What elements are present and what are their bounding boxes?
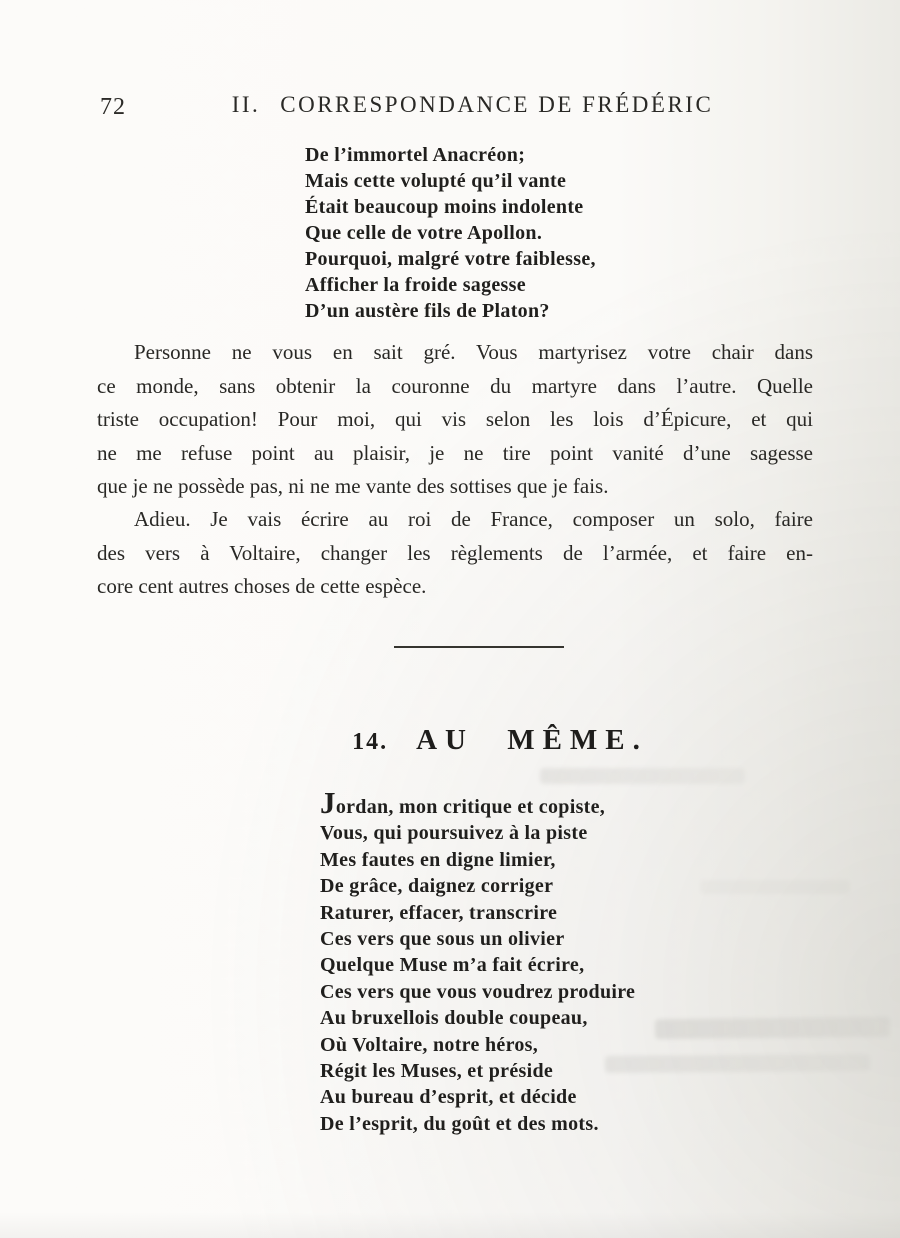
poem-line: Mais cette volupté qu’il vante bbox=[305, 170, 567, 192]
poem-line: Était beaucoup moins indolente bbox=[305, 196, 584, 218]
poem-line: D’un austère fils de Platon? bbox=[305, 300, 550, 322]
prose-line: triste occupation! Pour moi, qui vis selon les lois d’Épicure, et qui bbox=[97, 407, 813, 432]
poem-line: Quelque Muse m’a fait écrire, bbox=[320, 954, 585, 977]
showthrough-smudge bbox=[700, 880, 850, 894]
poem-anacreon-stanza bbox=[305, 142, 596, 324]
page-bottom-shade bbox=[0, 1212, 900, 1238]
poem-line: Raturer, effacer, transcrire bbox=[320, 901, 558, 924]
poem-line: De grâce, daignez corriger bbox=[320, 875, 554, 898]
running-header bbox=[45, 92, 900, 118]
poem-line: De l’esprit, du goût et des mots. bbox=[320, 1112, 599, 1135]
showthrough-smudge bbox=[605, 1054, 870, 1073]
letter-title: AU MÊME. bbox=[416, 724, 648, 756]
poem-line: De l’immortel Anacréon; bbox=[305, 144, 526, 166]
poem-line: Afficher la froide sagesse bbox=[305, 274, 526, 296]
section-heading bbox=[60, 724, 900, 757]
poem-line: Jordan, mon critique et copiste, bbox=[320, 785, 606, 820]
prose-line: ce monde, sans obtenir la couronne du martyre dans l’autre. Quelle bbox=[97, 373, 813, 398]
poem-line: Mes fautes en digne limier, bbox=[320, 848, 556, 871]
prose-line: des vers à Voltaire, changer les règlements de l’armée, et faire en- bbox=[97, 540, 813, 565]
poem-line: Vous, qui poursuivez à la piste bbox=[320, 822, 588, 845]
paragraph bbox=[97, 503, 813, 604]
prose-line: Adieu. Je vais écrire au roi de France, composer un solo, faire bbox=[134, 507, 813, 531]
poem-line: Au bureau d’esprit, et décide bbox=[320, 1086, 577, 1109]
chapter-numeral: II. bbox=[231, 92, 261, 117]
prose-line: ne me refuse point au plaisir, je ne tire point vanité d’une sagesse bbox=[97, 440, 813, 465]
showthrough-smudge bbox=[655, 1017, 890, 1039]
poem-jordan-stanza bbox=[320, 785, 636, 1137]
poem-line: Au bruxellois double coupeau, bbox=[320, 1007, 588, 1030]
section-divider-rule bbox=[394, 646, 564, 648]
poem-line: Ces vers que vous voudrez produire bbox=[320, 980, 636, 1003]
letter-number: 14. bbox=[352, 729, 389, 755]
page-number: 72 bbox=[100, 94, 126, 120]
prose-line: core cent autres choses de cette espèce. bbox=[97, 574, 427, 599]
poem-line: Ces vers que sous un olivier bbox=[320, 928, 565, 951]
poem-line: Que celle de votre Apollon. bbox=[305, 222, 543, 244]
poem-line: Pourquoi, malgré votre faiblesse, bbox=[305, 248, 596, 270]
poem-line: Où Voltaire, notre héros, bbox=[320, 1033, 539, 1056]
prose-line: Personne ne vous en sait gré. Vous martyrisez votre chair dans bbox=[134, 340, 813, 364]
showthrough-smudge bbox=[540, 768, 745, 784]
running-header-title: CORRESPONDANCE DE FRÉDÉRIC bbox=[280, 92, 714, 117]
poem-line: Régit les Muses, et préside bbox=[320, 1060, 554, 1083]
prose-line: que je ne possède pas, ni ne me vante des sottises que je fais. bbox=[97, 474, 609, 499]
paragraph bbox=[97, 336, 813, 504]
